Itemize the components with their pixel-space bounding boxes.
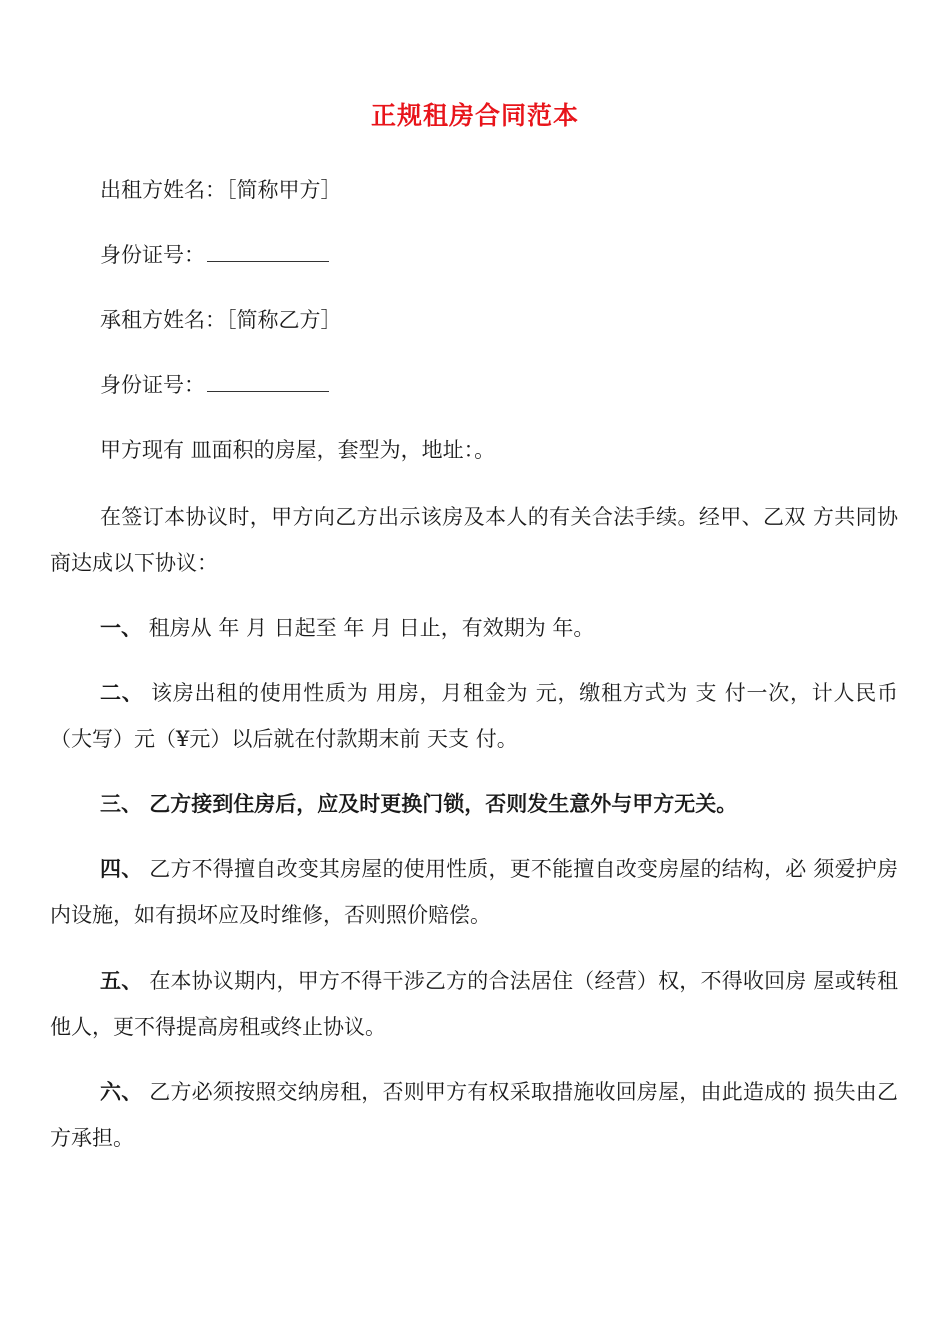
clause-4-number: 四、 [100, 856, 143, 881]
clause-2-number: 二、 [100, 680, 144, 705]
lessee-id-blank [207, 373, 329, 392]
lessee-id-label: 身份证号： [100, 373, 205, 397]
clause-5 [50, 958, 898, 1050]
clause-1-text: 租房从 年 月 日起至 年 月 日止，有效期为 年。 [142, 616, 595, 640]
clause-3-text: 乙方接到住房后，应及时更换门锁，否则发生意外与甲方无关。 [142, 791, 738, 816]
clause-1-number: 一、 [100, 615, 142, 640]
clause-5-number: 五、 [100, 968, 143, 993]
clause-6-number: 六、 [100, 1079, 143, 1104]
lessor-name-value: ［简称甲方］ [226, 178, 342, 202]
clause-3-number: 三、 [100, 791, 142, 816]
clause-2 [50, 670, 898, 762]
lessor-name-line [100, 175, 342, 205]
lessee-name-value: ［简称乙方］ [226, 308, 342, 332]
clause-5-text: 在本协议期内，甲方不得干涉乙方的合法居住（经营）权，不得收回房 屋或转租他人，更不得提高房租或终止协议。 [50, 969, 898, 1039]
lessee-name-line [100, 305, 342, 335]
lessor-id-line [100, 240, 329, 270]
clause-6-text: 乙方必须按照交纳房租，否则甲方有权采取措施收回房屋，由此造成的 损失由乙方承担。 [50, 1080, 898, 1150]
clause-2-text: 该房出租的使用性质为 用房，月租金为 元，缴租方式为 支 付一次，计人民币（大写）元（¥元）以后就在付款期末前 天支 付。 [50, 681, 899, 751]
page-title: 正规租房合同范本 [370, 101, 579, 130]
clause-6 [50, 1069, 898, 1161]
clause-3 [50, 781, 898, 827]
lessor-id-label: 身份证号： [100, 243, 205, 267]
preamble-paragraph: 在签订本协议时，甲方向乙方出示该房及本人的有关合法手续。经甲、乙双 方共同协商达成以下协议： [50, 505, 899, 575]
clause-4 [50, 846, 898, 938]
clause-1 [50, 605, 898, 651]
clause-4-text: 乙方不得擅自改变其房屋的使用性质，更不能擅自改变房屋的结构，必 须爱护房内设施，如有损坏应及时维修，否则照价赔偿。 [50, 857, 898, 927]
lessor-name-label: 出租方姓名： [100, 178, 226, 202]
lessor-id-blank [207, 243, 329, 262]
lessee-id-line [100, 370, 329, 400]
lessee-name-label: 承租方姓名： [100, 308, 226, 332]
property-intro: 甲方现有 皿面积的房屋，套型为，地址：。 [100, 438, 496, 462]
